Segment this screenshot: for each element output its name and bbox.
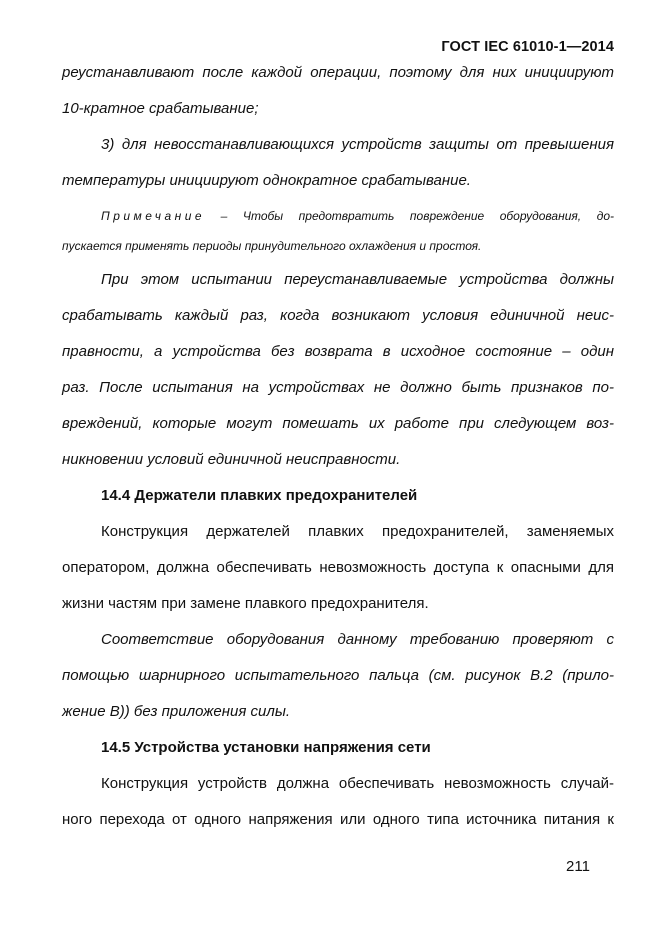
note-line: пускается применять периоды принудительного охлаждения и простоя.: [62, 239, 482, 253]
body-line: жение В)) без приложения силы.: [62, 703, 291, 720]
page-number: 211: [566, 858, 590, 875]
list-item-3: 3) для невосстанавливающихся устройств защиты от превышения: [101, 136, 614, 153]
standard-header: ГОСТ IEC 61010-1—2014: [441, 39, 614, 55]
body-line: ного перехода от одного напряжения или одного типа источника питания к: [62, 811, 614, 828]
body-line: никновении условий единичной неисправности.: [62, 451, 401, 468]
body-line: Соответствие оборудования данному требованию проверяют с: [101, 631, 614, 648]
body-line: раз. После испытания на устройствах не должно быть признаков по-: [62, 379, 614, 396]
body-line: правности, а устройства без возврата в исходное состояние – один: [62, 343, 614, 360]
section-heading-14-5: 14.5 Устройства установки напряжения сети: [101, 739, 431, 756]
body-line: помощью шарнирного испытательного пальца (см. рисунок В.2 (прило-: [62, 667, 614, 684]
note-label: Примечание: [101, 209, 206, 223]
body-line: срабатывать каждый раз, когда возникают условия единичной неис-: [62, 307, 614, 324]
body-line: При этом испытании переустанавливаемые устройства должны: [101, 271, 614, 288]
body-line: оператором, должна обеспечивать невозможность доступа к опасными для: [62, 559, 614, 576]
body-line: вреждений, которые могут помешать их работе при следующем воз-: [62, 415, 614, 432]
body-line: температуры инициируют однократное срабатывание.: [62, 172, 471, 189]
section-heading-14-4: 14.4 Держатели плавких предохранителей: [101, 487, 418, 504]
body-line: Конструкция держателей плавких предохранителей, заменяемых: [101, 523, 614, 540]
body-line: реустанавливают после каждой операции, поэтому для них инициируют: [62, 64, 614, 81]
body-line: 10-кратное срабатывание;: [62, 100, 259, 117]
body-line: Конструкция устройств должна обеспечивать невозможность случай-: [101, 775, 614, 792]
note-line: [101, 206, 614, 226]
body-line: жизни частям при замене плавкого предохранителя.: [62, 595, 429, 612]
note-text: – Чтобы предотвратить повреждение оборудования, до-: [205, 209, 614, 223]
